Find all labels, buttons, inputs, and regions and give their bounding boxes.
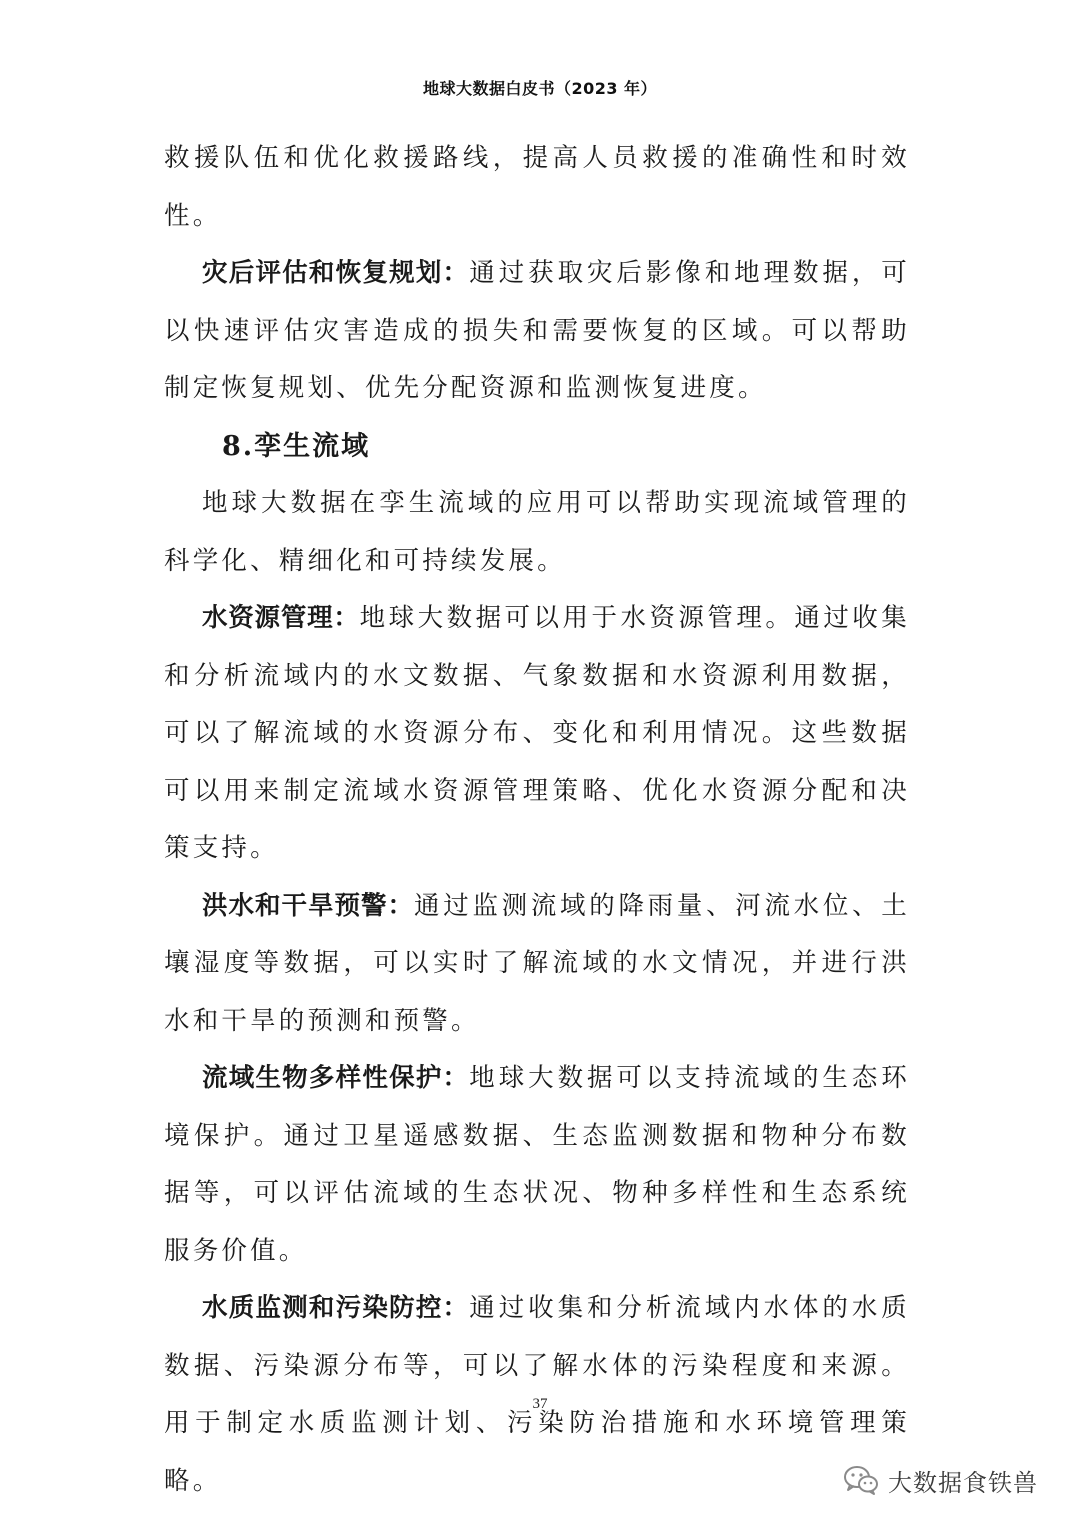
- paragraph-section-intro: [164, 475, 910, 590]
- paragraph-lead-term: 洪水和干旱预警：: [202, 890, 415, 921]
- paragraph-continuation: [164, 130, 910, 245]
- paragraph-lead-term: 水质监测和污染防控：: [202, 1293, 470, 1323]
- paragraph-water-quality-monitoring: [164, 1280, 910, 1510]
- paragraph-biodiversity-protection: [164, 1050, 910, 1280]
- paragraph-text: 地球大数据在孪生流域的应用可以帮助实现流域管理的科学化、精细化和可持续发展。: [164, 488, 910, 576]
- document-body: [164, 130, 910, 1510]
- watermark-text: 大数据食铁兽: [888, 1468, 1038, 1497]
- paragraph-text: 地球大数据可以支持流域的生态环境保护。通过卫星遥感数据、生态监测数据和物种分布数据等，可以评估流域的生态状况、物种多样性和生态系统服务价值。: [164, 1063, 910, 1266]
- section-heading: 8.孪生流域: [222, 430, 371, 462]
- watermark: [842, 1460, 1038, 1500]
- paragraph-text: 救援队伍和优化救援路线，提高人员救援的准确性和时效性。: [164, 143, 910, 231]
- paragraph-lead-term: 灾后评估和恢复规划：: [202, 258, 470, 288]
- paragraph-text: 通过收集和分析流域内水体的水质数据、污染源分布等，可以了解水体的污染程度和来源。用于制定水质监测计划、污染防治措施和水环境管理策略。: [164, 1293, 910, 1496]
- paragraph-text: 地球大数据可以用于水资源管理。通过收集和分析流域内的水文数据、气象数据和水资源利用数据，可以了解流域的水资源分布、变化和利用情况。这些数据可以用来制定流域水资源管理策略、优化水资源分配和决策支持。: [164, 603, 910, 863]
- paragraph-lead-term: 流域生物多样性保护：: [202, 1063, 470, 1093]
- paragraph-flood-drought-warning: [164, 878, 910, 1051]
- running-header: 地球大数据白皮书（2023 年）: [422, 79, 658, 98]
- paragraph-post-disaster-assessment: [164, 245, 910, 418]
- paragraph-water-resource-management: [164, 590, 910, 878]
- paragraph-text: 通过监测流域的降雨量、河流水位、土壤湿度等数据，可以实时了解流域的水文情况，并进行洪水和干旱的预测和预警。: [164, 890, 910, 1036]
- paragraph-lead-term: 水资源管理：: [202, 603, 360, 633]
- paragraph-text: 通过获取灾后影像和地理数据，可以快速评估灾害造成的损失和需要恢复的区域。可以帮助制定恢复规划、优先分配资源和监测恢复进度。: [164, 258, 910, 403]
- page-number: 37: [532, 1396, 548, 1412]
- wechat-icon: [842, 1464, 880, 1496]
